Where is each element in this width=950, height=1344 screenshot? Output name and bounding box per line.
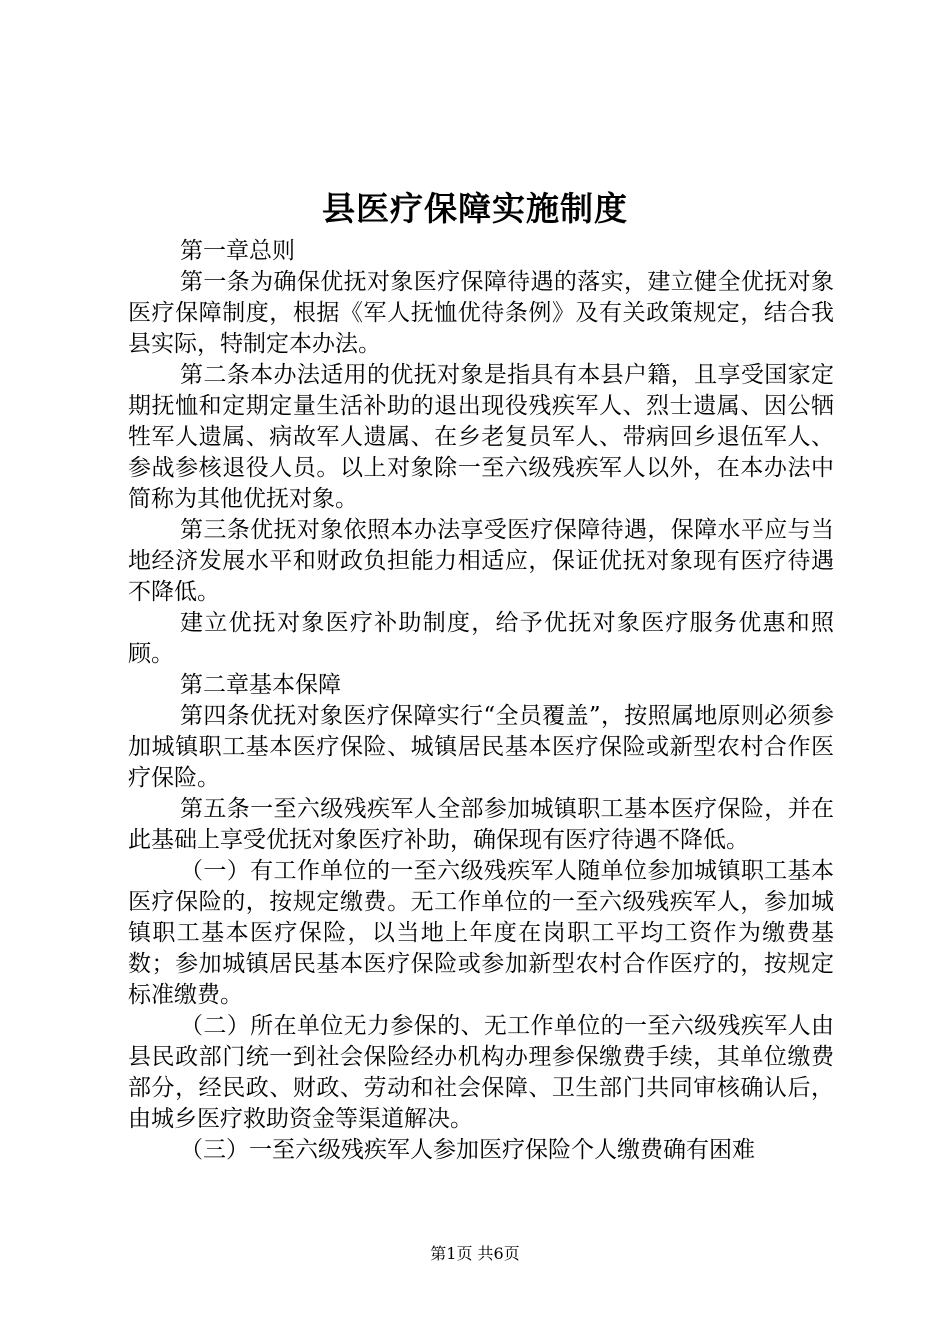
paragraph: （二）所在单位无力参保的、无工作单位的一至六级残疾军人由县民政部门统一到社会保险经办机构办理参保缴费手续，其单位缴费部分，经民政、财政、劳动和社会保障、卫生部门共同审核确认后，由城乡医疗救助资金等渠道解决。 <box>128 1013 834 1132</box>
paragraph: （三）一至六级残疾军人参加医疗保险个人缴费确有困难 <box>180 1137 755 1163</box>
page-number-footer: 第1页 共6页 <box>430 1244 520 1263</box>
paragraph: 建立优抚对象医疗补助制度，给予优抚对象医疗服务优惠和照顾。 <box>128 610 834 667</box>
paragraph: 第四条优抚对象医疗保障实行“全员覆盖”，按照属地原则必须参加城镇职工基本医疗保险、城镇居民基本医疗保险或新型农村合作医疗保险。 <box>128 703 834 791</box>
paragraph: 第五条一至六级残疾军人全部参加城镇职工基本医疗保险，并在此基础上享受优抚对象医疗补助，确保现有医疗待遇不降低。 <box>128 796 834 853</box>
paragraph: 第三条优抚对象依照本办法享受医疗保障待遇，保障水平应与当地经济发展水平和财政负担能力相适应，保证优抚对象现有医疗待遇不降低。 <box>128 517 834 605</box>
document-title: 县医疗保障实施制度 <box>322 189 628 228</box>
paragraph: （一）有工作单位的一至六级残疾军人随单位参加城镇职工基本医疗保险的，按规定缴费。无工作单位的一至六级残疾军人，参加城镇职工基本医疗保险，以当地上年度在岗职工平均工资作为缴费基数；参加城镇居民基本医疗保险或参加新型农村合作医疗的，按规定标准缴费。 <box>128 858 834 1008</box>
chapter-heading: 第二章基本保障 <box>180 672 341 698</box>
paragraph: 第二条本办法适用的优抚对象是指具有本县户籍，且享受国家定期抚恤和定期定量生活补助的退出现役残疾军人、烈士遗属、因公牺牲军人遗属、病故军人遗属、在乡老复员军人、带病回乡退伍军人、参战参核退役人员。以上对象除一至六级残疾军人以外，在本办法中简称为其他优抚对象。 <box>128 362 834 512</box>
paragraph: 第一条为确保优抚对象医疗保障待遇的落实，建立健全优抚对象医疗保障制度，根据《军人抚恤优待条例》及有关政策规定，结合我县实际，特制定本办法。 <box>128 269 834 357</box>
document-body <box>128 236 834 1166</box>
chapter-heading: 第一章总则 <box>180 238 295 264</box>
